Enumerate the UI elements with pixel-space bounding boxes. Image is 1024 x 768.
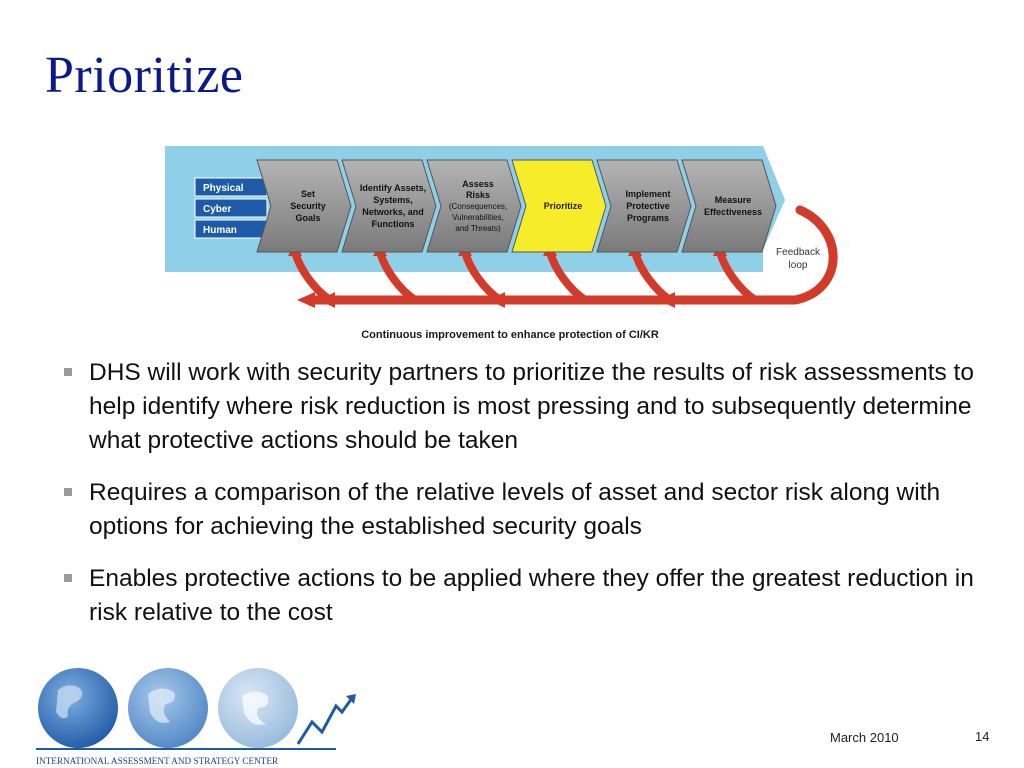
step-chevron	[682, 160, 776, 252]
risk-management-framework-diagram	[165, 140, 855, 345]
bullet-item	[62, 476, 982, 544]
step-label: (Consequences,	[448, 202, 508, 211]
bullet-text: Requires a comparison of the relative levels of asset and sector risk along with options for achieving the established security goals	[89, 479, 941, 540]
iasc-logo	[30, 660, 360, 768]
step-label: Prioritize	[543, 201, 583, 211]
step-label: Systems,	[373, 195, 413, 205]
bullet-text: DHS will work with security partners to prioritize the results of risk assessments to help identify where risk reduction is most pressing and to subsequently determine what protective actions should be taken	[89, 359, 974, 454]
feedback-loop-label-line2: loop	[788, 260, 808, 271]
footer-date: March 2010	[830, 730, 899, 745]
diagram-caption: Continuous improvement to enhance protection of CI/KR	[361, 329, 659, 341]
rising-arrow-icon	[298, 698, 352, 744]
sector-label: Human	[203, 225, 237, 236]
step-label: Programs	[626, 213, 670, 223]
step-chevron	[342, 160, 436, 252]
step-label: Vulnerabilities,	[452, 213, 504, 222]
square-bullet-icon	[64, 574, 72, 582]
feedback-loop-label-line1: Feedback	[776, 247, 820, 258]
bullet-text: Enables protective actions to be applied where they offer the greatest reduction in risk relative to the cost	[89, 565, 974, 626]
bullet-item	[62, 562, 982, 630]
step-label: Measure	[714, 195, 752, 205]
globe-icon	[38, 668, 118, 748]
step-label: Effectiveness	[703, 207, 763, 217]
square-bullet-icon	[64, 368, 72, 376]
step-label: Networks, and	[362, 207, 424, 217]
sector-label: Cyber	[203, 204, 232, 215]
step-label: Set	[300, 189, 316, 199]
slide-title: Prioritize	[45, 47, 244, 104]
step-label: Assess	[462, 179, 494, 189]
step-label: Security	[290, 201, 326, 211]
step-label: Protective	[626, 201, 670, 211]
step-label: Risks	[465, 190, 491, 200]
arrowhead	[297, 292, 315, 308]
square-bullet-icon	[64, 488, 72, 496]
logo-text: INTERNATIONAL ASSESSMENT AND STRATEGY CENTER	[36, 756, 279, 766]
page-number: 14	[975, 729, 990, 744]
bullet-item	[62, 356, 982, 458]
step-label: Goals	[295, 213, 321, 223]
process-steps	[257, 160, 776, 252]
globe-icon	[128, 668, 208, 748]
step-label: Implement	[625, 189, 671, 199]
step-label: Functions	[371, 219, 415, 229]
bullet-list	[62, 356, 982, 648]
step-label: Identify Assets,	[359, 183, 427, 193]
sector-labels	[195, 178, 267, 238]
sector-label: Physical	[203, 183, 244, 194]
step-label: and Threats)	[455, 224, 501, 233]
